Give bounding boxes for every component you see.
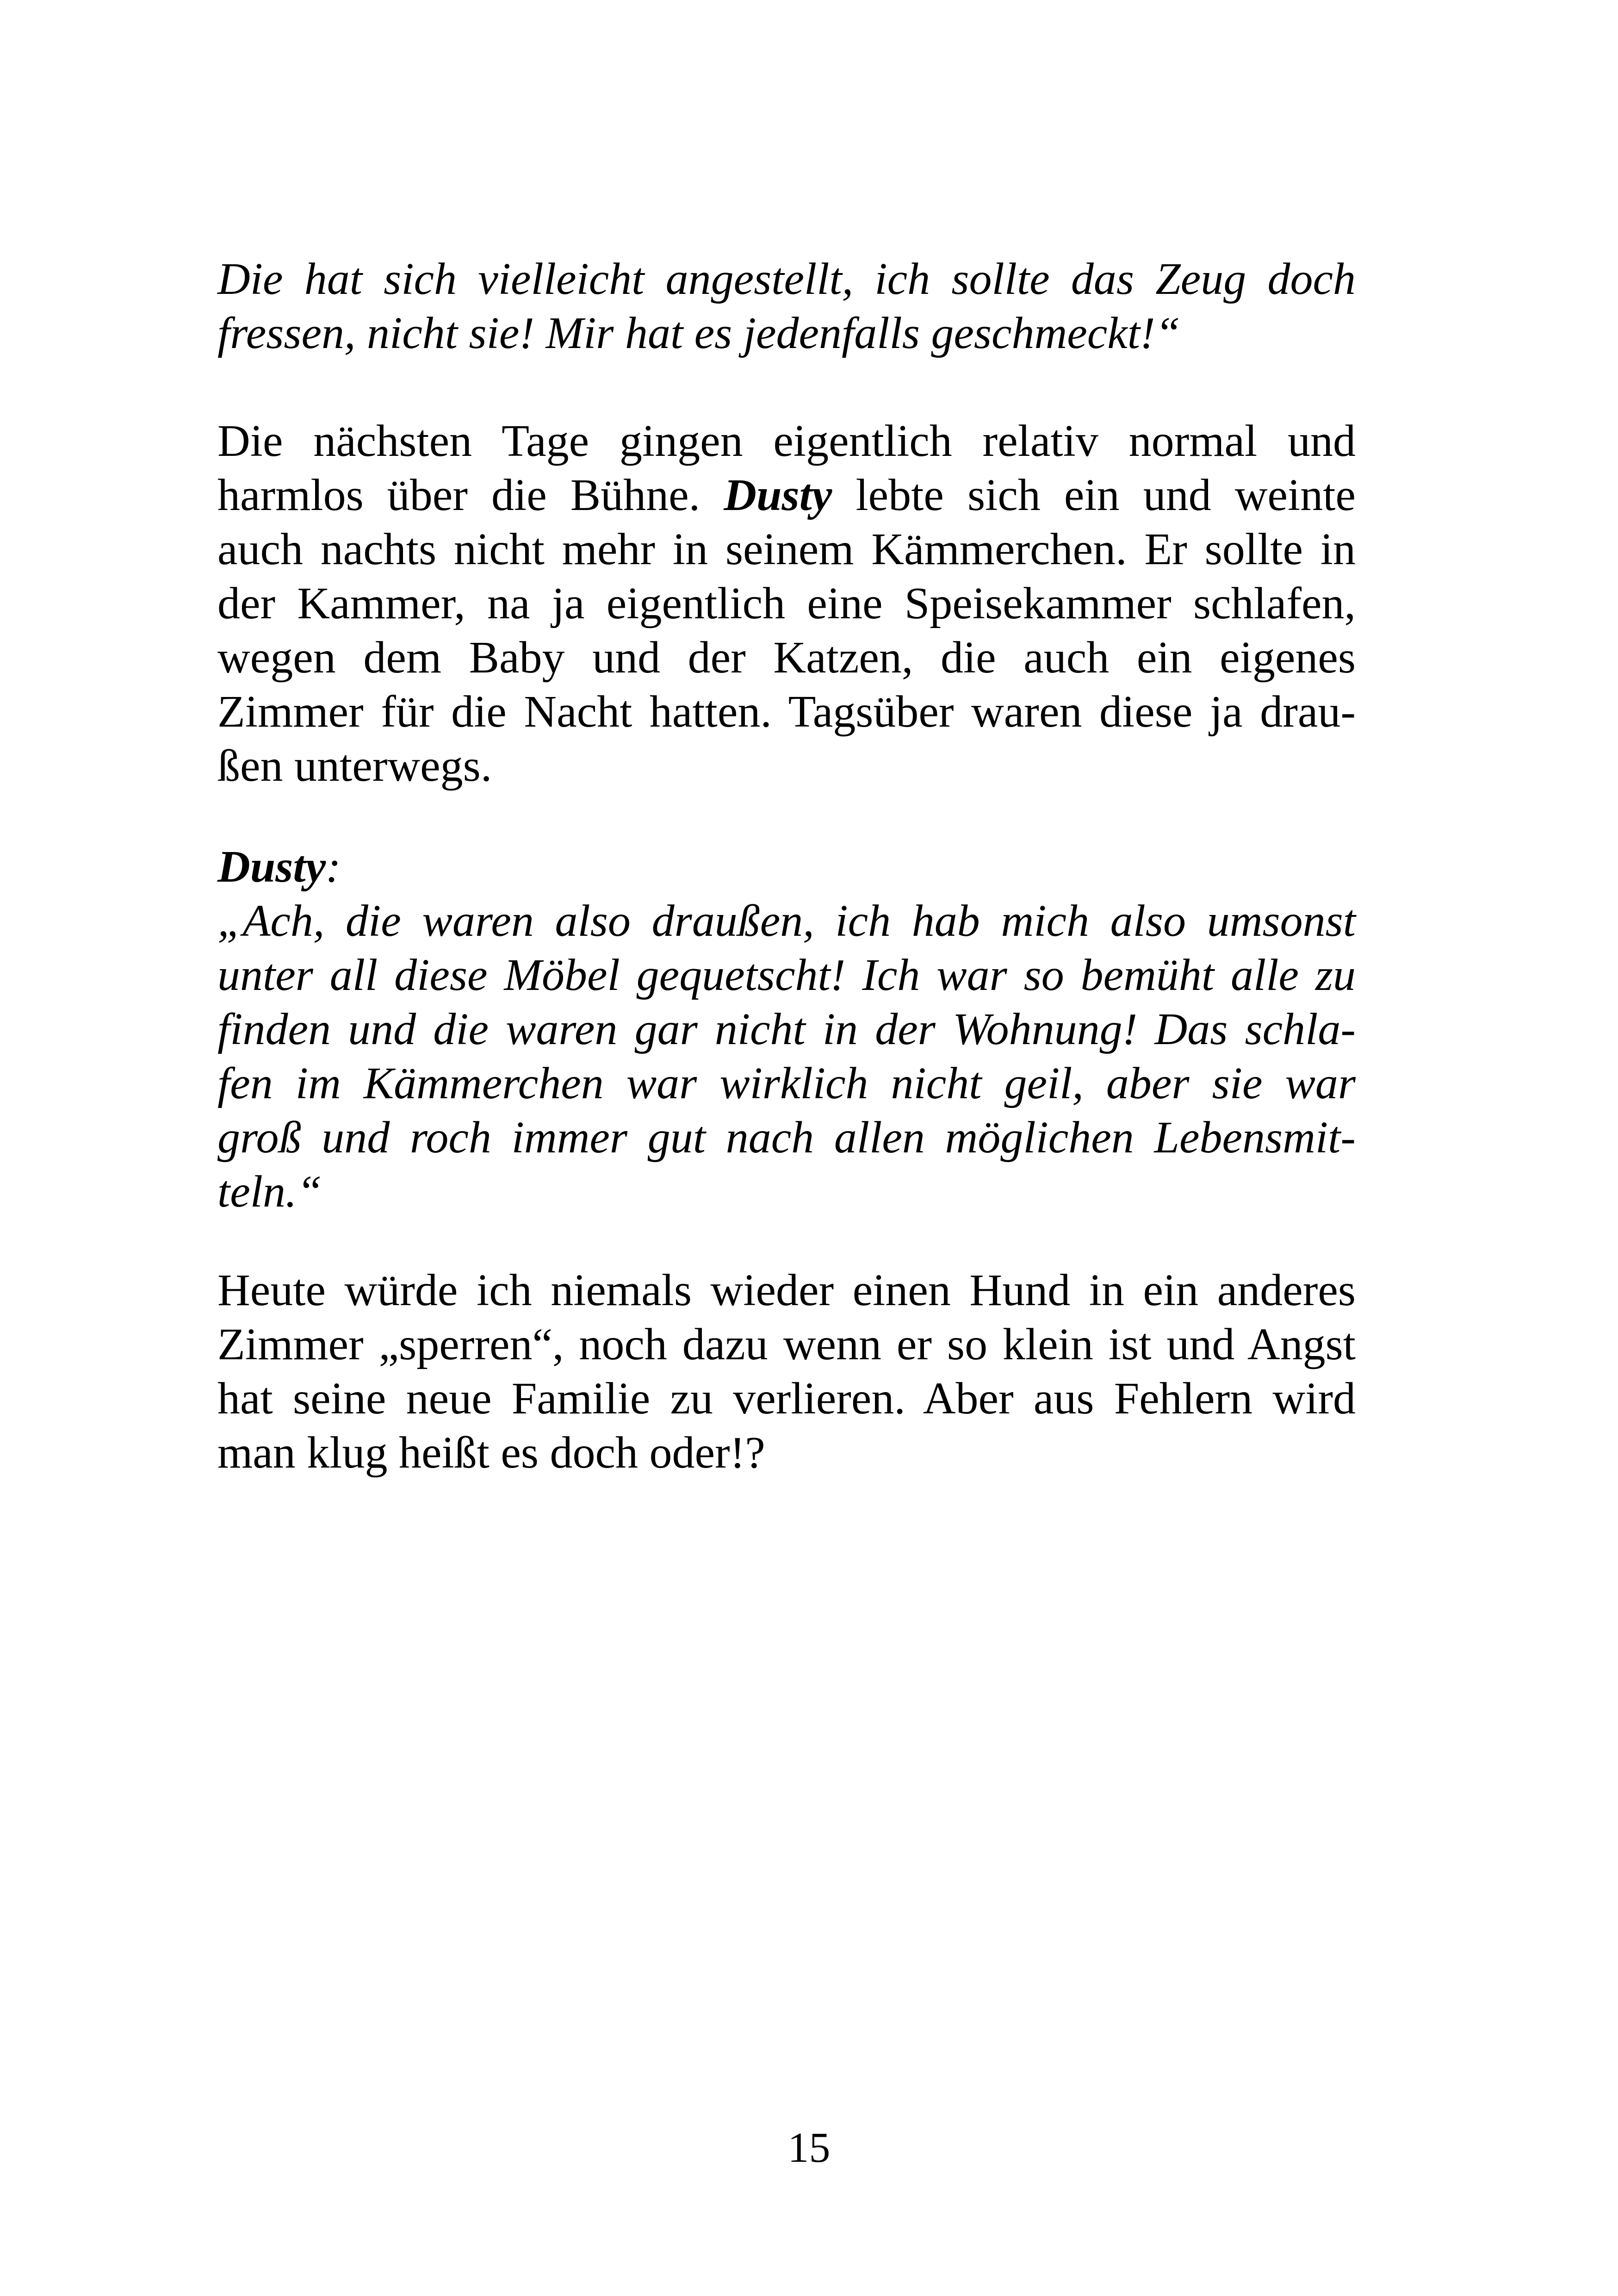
text-line-with-name bbox=[217, 468, 1356, 523]
narrative-paragraph bbox=[217, 1263, 1356, 1480]
speaker-colon: : bbox=[326, 842, 341, 892]
dialogue-paragraph bbox=[217, 840, 1356, 1219]
text-line: ßen unterwegs. bbox=[217, 741, 492, 791]
text-line: auch nachts nicht mehr in seinem Kämmerchen. Er sollte in bbox=[217, 524, 1356, 574]
text-line: Heute würde ich niemals wieder einen Hund in ein anderes bbox=[217, 1265, 1356, 1315]
character-name: Dusty bbox=[217, 842, 326, 892]
text-line: „Ach, die waren also draußen, ich hab mich also umsonst bbox=[217, 896, 1356, 946]
text-segment: lebte sich ein und weinte bbox=[832, 470, 1356, 520]
text-line: unter all diese Möbel gequetscht! Ich war so bemüht alle zu bbox=[217, 950, 1356, 1000]
page-number: 15 bbox=[787, 2124, 831, 2171]
text-line: hat seine neue Familie zu verlieren. Aber aus Fehlern wird bbox=[217, 1374, 1356, 1424]
text-line: der Kammer, na ja eigentlich eine Speisekammer schlafen, bbox=[217, 579, 1356, 628]
text-line: Zimmer „sperren“, noch dazu wenn er so klein ist und Angst bbox=[217, 1319, 1356, 1369]
narrative-paragraph bbox=[217, 414, 1356, 793]
text-line: Die nächsten Tage gingen eigentlich relativ normal und bbox=[217, 416, 1356, 466]
text-line: fen im Kämmerchen war wirklich nicht geil, aber sie war bbox=[217, 1058, 1356, 1108]
dialogue-continuation bbox=[217, 252, 1356, 361]
text-line: Die hat sich vielleicht angestellt, ich sollte das Zeug doch bbox=[217, 254, 1356, 304]
text-line: finden und die waren gar nicht in der Wohnung! Das schla- bbox=[217, 1004, 1356, 1054]
text-line: fressen, nicht sie! Mir hat es jedenfalls geschmeckt!“ bbox=[217, 308, 1181, 358]
text-line: man klug heißt es doch oder!? bbox=[217, 1428, 765, 1478]
text-line: Zimmer für die Nacht hatten. Tagsüber waren diese ja drau- bbox=[217, 687, 1356, 737]
character-name: Dusty bbox=[724, 470, 832, 520]
text-line: groß und roch immer gut nach allen möglichen Lebensmit- bbox=[217, 1113, 1356, 1163]
text-line: wegen dem Baby und der Katzen, die auch ein eigenes bbox=[217, 633, 1356, 683]
text-segment: harmlos über die Bühne. bbox=[217, 470, 724, 520]
speaker-label bbox=[217, 840, 1356, 894]
text-line: teln.“ bbox=[217, 1167, 322, 1217]
